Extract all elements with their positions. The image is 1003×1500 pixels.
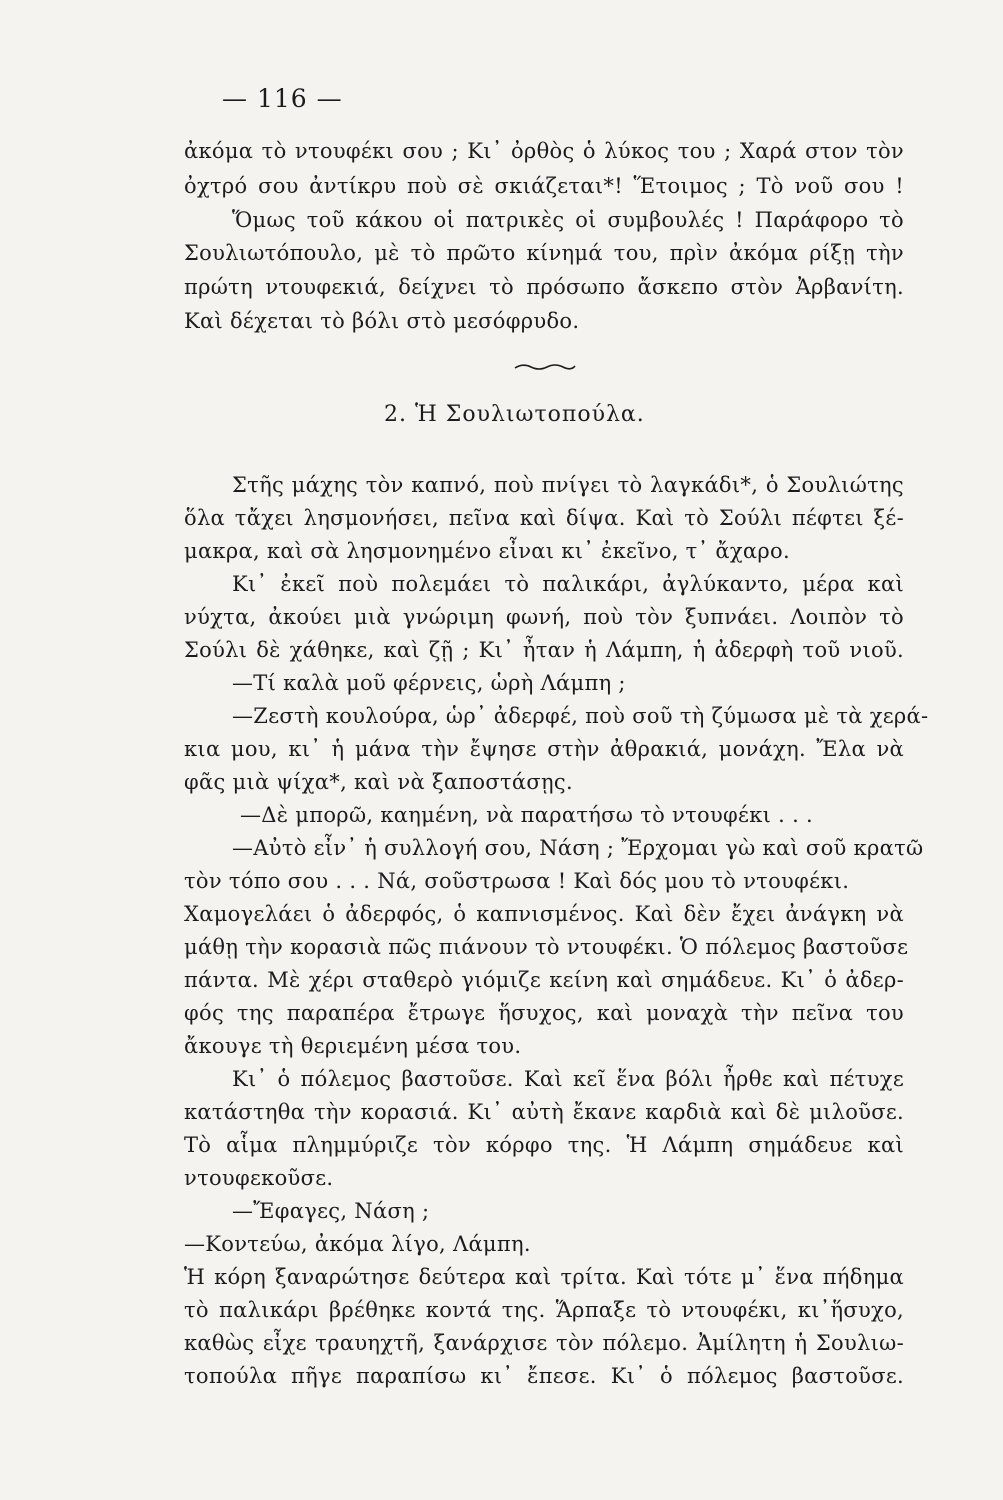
text-line: τὸν τόπο σου . . . Νά, σοῦστρωσα ! Καὶ δός μου τὸ ντουφέκι.	[184, 869, 850, 893]
text-line: ὀχτρό σου ἀντίκρυ ποὺ σὲ σκιάζεται*! Ἕτοιμος ; Τὸ νοῦ σου !	[184, 174, 904, 198]
section-title: 2. Ἡ Σουλιωτοπούλα.	[384, 402, 645, 427]
text-line: ντουφεκοῦσε.	[184, 1166, 334, 1190]
text-line: Σουλιωτόπουλο, μὲ τὸ πρῶτο κίνημά του, πρὶν ἀκόμα ρίξῃ τὴν	[184, 241, 904, 265]
text-line: πρώτη ντουφεκιά, δείχνει τὸ πρόσωπο ἄσκεπο στὸν Ἀρβανίτη.	[184, 275, 904, 299]
text-line: ἄκουγε τὴ θεριεμένη μέσα του.	[184, 1034, 522, 1058]
text-line: πάντα. Μὲ χέρι σταθερὸ γιόμιζε κείνη καὶ σημάδευε. Κι᾽ ὁ ἀδερ-	[184, 968, 904, 992]
text-line: κια μου, κι᾽ ἡ μάνα τὴν ἔψησε στὴν ἀθρακιά, μονάχη. Ἔλα νὰ	[184, 737, 904, 761]
text-line: —Τί καλὰ μοῦ φέρνεις, ὡρὴ Λάμπη ;	[232, 671, 626, 695]
text-line: τοπούλα πῆγε παραπίσω κι᾽ ἔπεσε. Κι᾽ ὁ πόλεμος βαστοῦσε.	[184, 1364, 904, 1388]
text-line: —Αὐτὸ εἶν᾽ ἡ συλλογή σου, Νάση ; Ἔρχομαι γὼ καὶ σοῦ κρατῶ	[232, 836, 924, 860]
text-line: Σούλι δὲ χάθηκε, καὶ ζῇ ; Κι᾽ ἦταν ἡ Λάμπη, ἡ ἀδερφὴ τοῦ νιοῦ.	[184, 638, 904, 662]
text-line: —Δὲ μπορῶ, καημένη, νὰ παρατήσω τὸ ντουφέκι . . .	[240, 803, 814, 827]
text-line: καθὼς εἶχε τραυηχτῆ, ξανάρχισε τὸν πόλεμο. Ἀμίλητη ἡ Σουλιω-	[184, 1331, 904, 1355]
text-line: Στῆς μάχης τὸν καπνό, ποὺ πνίγει τὸ λαγκάδι*, ὁ Σουλιώτης	[232, 473, 904, 497]
text-line: κατάστηθα τὴν κορασιά. Κι᾽ αὐτὴ ἔκανε καρδιὰ καὶ δὲ μιλοῦσε.	[184, 1100, 904, 1124]
text-line: φᾶς μιὰ ψίχα*, καὶ νὰ ξαποστάσῃς.	[184, 770, 573, 794]
text-line: ἀκόμα τὸ ντουφέκι σου ; Κι᾽ ὀρθὸς ὁ λύκος του ; Χαρά στον τὸν	[184, 139, 904, 163]
page-number: — 116 —	[222, 84, 343, 113]
text-line: τὸ παλικάρι βρέθηκε κοντά της. Ἅρπαξε τὸ ντουφέκι, κι᾽ἥσυχο,	[184, 1298, 904, 1322]
text-line: ὅλα τἄχει λησμονήσει, πεῖνα καὶ δίψα. Καὶ τὸ Σούλι πέφτει ξέ-	[184, 506, 904, 530]
text-line: Καὶ δέχεται τὸ βόλι στὸ μεσόφρυδο.	[184, 309, 580, 333]
text-line: φός της παραπέρα ἔτρωγε ἥσυχος, καὶ μοναχὰ τὴν πεῖνα του	[184, 1001, 904, 1025]
text-line: μακρα, καὶ σὰ λησμονημένο εἶναι κι᾽ ἐκεῖνο, τ᾽ ἄχαρο.	[184, 539, 790, 563]
text-line: μάθῃ τὴν κορασιὰ πῶς πιάνουν τὸ ντουφέκι. Ὁ πόλεμος βαστοῦσε	[184, 935, 909, 959]
text-line: Κι᾽ ἐκεῖ ποὺ πολεμάει τὸ παλικάρι, ἀγλύκαντο, μέρα καὶ	[232, 572, 904, 596]
text-line: Τὸ αἷμα πλημμύριζε τὸν κόρφο της. Ἡ Λάμπη σημάδευε καὶ	[184, 1133, 904, 1157]
text-line: Χαμογελάει ὁ ἀδερφός, ὁ καπνισμένος. Καὶ δὲν ἔχει ἀνάγκη νὰ	[184, 902, 904, 926]
text-line: Ἡ κόρη ξαναρώτησε δεύτερα καὶ τρίτα. Καὶ τότε μ᾽ ἕνα πήδημα	[184, 1265, 904, 1289]
text-line: Κι᾽ ὁ πόλεμος βαστοῦσε. Καὶ κεῖ ἕνα βόλι ἦρθε καὶ πέτυχε	[232, 1067, 904, 1091]
text-line: —Κοντεύω, ἀκόμα λίγο, Λάμπη.	[184, 1232, 531, 1256]
text-line: Ὅμως τοῦ κάκου οἱ πατρικὲς οἱ συμβουλές ! Παράφορο τὸ	[232, 208, 904, 232]
text-line: νύχτα, ἀκούει μιὰ γνώριμη φωνή, ποὺ τὸν ξυπνάει. Λοιπὸν τὸ	[184, 605, 904, 629]
text-line: —Ἔφαγες, Νάση ;	[232, 1199, 430, 1223]
text-line: —Ζεστὴ κουλούρα, ὡρ᾽ ἀδερφέ, ποὺ σοῦ τὴ ζύμωσα μὲ τὰ χερά-	[232, 704, 929, 728]
